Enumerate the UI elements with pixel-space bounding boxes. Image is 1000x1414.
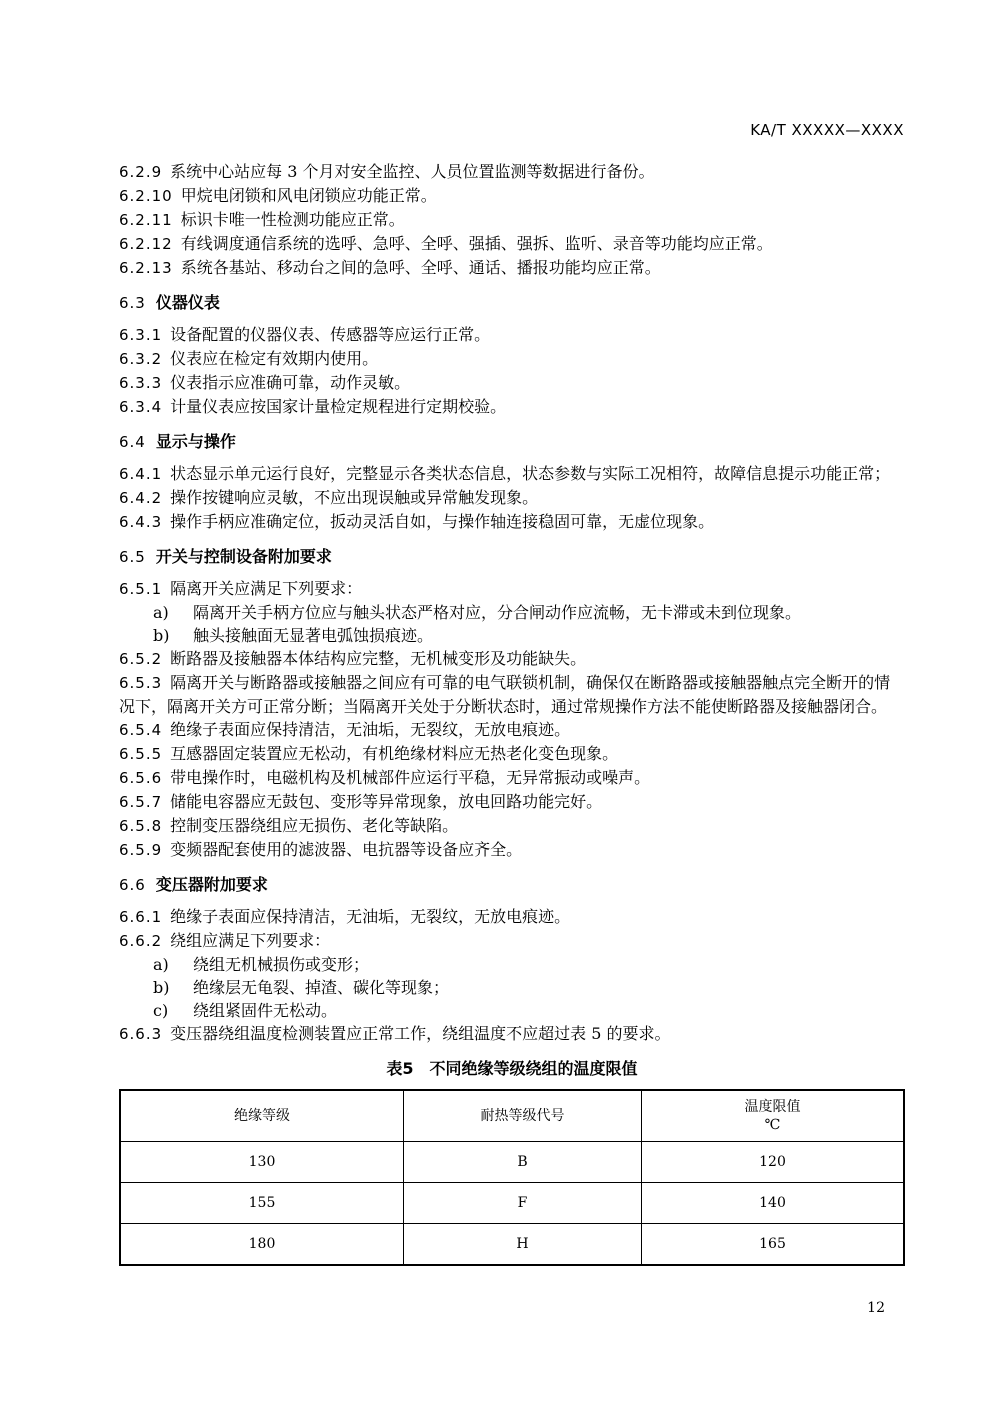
clause-text: 储能电容器应无鼓包、变形等异常现象，放电回路功能完好。 bbox=[170, 792, 603, 811]
clause-text: 甲烷电闭锁和风电闭锁应功能正常。 bbox=[180, 186, 437, 205]
clause-text: 仪表应在检定有效期内使用。 bbox=[170, 349, 379, 368]
list-text: 绕组无机械损伤或变形； bbox=[193, 955, 370, 974]
cell-code: B bbox=[404, 1142, 642, 1183]
clause-text: 标识卡唯一性检测功能应正常。 bbox=[180, 210, 405, 229]
clause-number: 6.2.12 bbox=[119, 235, 173, 253]
clause-text: 控制变压器绕组应无损伤、老化等缺陷。 bbox=[170, 816, 459, 835]
section-number: 6.5 bbox=[119, 548, 146, 566]
table-row bbox=[120, 1183, 904, 1224]
clause-number: 6.2.13 bbox=[119, 259, 173, 277]
section-number: 6.4 bbox=[119, 433, 146, 451]
clause-text: 绝缘子表面应保持清洁，无油垢，无裂纹，无放电痕迹。 bbox=[170, 720, 571, 739]
list-letter: a) bbox=[153, 955, 169, 974]
cell-code: H bbox=[404, 1224, 642, 1266]
clause-text: 有线调度通信系统的选呼、急呼、全呼、强插、强拆、监听、录音等功能均应正常。 bbox=[180, 234, 773, 253]
clause-6-6-2 bbox=[119, 929, 905, 953]
document-body bbox=[119, 160, 905, 1266]
clause-6-2-13 bbox=[119, 256, 905, 280]
temperature-limit-table bbox=[119, 1089, 905, 1266]
clause-number: 6.4.2 bbox=[119, 489, 163, 507]
clause-number: 6.5.5 bbox=[119, 745, 163, 763]
clause-text: 隔离开关应满足下列要求： bbox=[170, 579, 363, 598]
clause-number: 6.3.1 bbox=[119, 326, 163, 344]
table-row bbox=[120, 1224, 904, 1266]
clause-text: 状态显示单元运行良好，完整显示各类状态信息，状态参数与实际工况相符，故障信息提示功能正常； bbox=[170, 464, 891, 483]
clause-6-2-12 bbox=[119, 232, 905, 256]
clause-6-5-6 bbox=[119, 766, 905, 790]
header-heat-class-code: 耐热等级代号 bbox=[404, 1090, 642, 1142]
clause-text: 断路器及接触器本体结构应完整，无机械变形及功能缺失。 bbox=[170, 649, 587, 668]
clause-number: 6.6.3 bbox=[119, 1025, 163, 1043]
list-item-6-6-2-c bbox=[119, 999, 905, 1022]
section-heading-6-5 bbox=[119, 545, 905, 569]
header-insulation-class: 绝缘等级 bbox=[120, 1090, 404, 1142]
clause-text: 隔离开关与断路器或接触器之间应有可靠的电气联锁机制，确保仅在断路器或接触器触点完全断开的情况下，隔离开关方可正常分断；当隔离开关处于分断状态时，通过常规操作方法不能使断路器及接触器闭合。 bbox=[119, 673, 891, 716]
clause-text: 绝缘子表面应保持清洁，无油垢，无裂纹，无放电痕迹。 bbox=[170, 907, 571, 926]
section-number: 6.3 bbox=[119, 294, 146, 312]
header-temperature-limit bbox=[642, 1090, 905, 1142]
list-item-6-5-1-b bbox=[119, 624, 905, 647]
list-text: 触头接触面无显著电弧蚀损痕迹。 bbox=[193, 626, 434, 645]
clause-6-5-2 bbox=[119, 647, 905, 671]
clause-number: 6.5.9 bbox=[119, 841, 163, 859]
clause-text: 带电操作时，电磁机构及机械部件应运行平稳，无异常振动或噪声。 bbox=[170, 768, 651, 787]
header-temperature-limit-label: 温度限值 bbox=[744, 1099, 801, 1115]
clause-6-2-9 bbox=[119, 160, 905, 184]
list-item-6-6-2-b bbox=[119, 976, 905, 999]
clause-text: 操作手柄应准确定位，扳动灵活自如，与操作轴连接稳固可靠，无虚位现象。 bbox=[170, 512, 715, 531]
clause-6-4-3 bbox=[119, 510, 905, 534]
section-title: 开关与控制设备附加要求 bbox=[155, 547, 332, 566]
table-header-row bbox=[120, 1090, 904, 1142]
clause-number: 6.5.1 bbox=[119, 580, 163, 598]
clause-6-5-1 bbox=[119, 577, 905, 601]
clause-text: 设备配置的仪器仪表、传感器等应运行正常。 bbox=[170, 325, 491, 344]
section-heading-6-6 bbox=[119, 873, 905, 897]
clause-6-5-4 bbox=[119, 718, 905, 742]
clause-6-5-5 bbox=[119, 742, 905, 766]
cell-limit: 140 bbox=[642, 1183, 905, 1224]
list-text: 绕组紧固件无松动。 bbox=[193, 1001, 338, 1020]
clause-6-5-9 bbox=[119, 838, 905, 862]
header-temperature-unit: ℃ bbox=[764, 1117, 781, 1133]
list-item-6-6-2-a bbox=[119, 953, 905, 976]
clause-text: 仪表指示应准确可靠，动作灵敏。 bbox=[170, 373, 411, 392]
clause-text: 绕组应满足下列要求： bbox=[170, 931, 331, 950]
table-title: 表5 不同绝缘等级绕组的温度限值 bbox=[386, 1059, 638, 1078]
clause-6-3-4 bbox=[119, 395, 905, 419]
clause-number: 6.2.11 bbox=[119, 211, 173, 229]
clause-6-3-2 bbox=[119, 347, 905, 371]
clause-6-6-1 bbox=[119, 905, 905, 929]
clause-6-5-7 bbox=[119, 790, 905, 814]
list-text: 隔离开关手柄方位应与触头状态严格对应，分合闸动作应流畅，无卡滞或未到位现象。 bbox=[193, 603, 802, 622]
clause-number: 6.5.6 bbox=[119, 769, 163, 787]
clause-text: 变频器配套使用的滤波器、电抗器等设备应齐全。 bbox=[170, 840, 523, 859]
list-letter: c) bbox=[153, 1001, 169, 1020]
clause-number: 6.5.8 bbox=[119, 817, 163, 835]
clause-number: 6.5.2 bbox=[119, 650, 163, 668]
clause-number: 6.6.1 bbox=[119, 908, 163, 926]
clause-number: 6.4.3 bbox=[119, 513, 163, 531]
document-code: KA/T XXXXX—XXXX bbox=[750, 121, 904, 139]
clause-6-4-2 bbox=[119, 486, 905, 510]
clause-6-3-3 bbox=[119, 371, 905, 395]
list-letter: b) bbox=[153, 978, 170, 997]
clause-number: 6.4.1 bbox=[119, 465, 163, 483]
section-title: 显示与操作 bbox=[155, 432, 236, 451]
clause-number: 6.2.9 bbox=[119, 163, 163, 181]
section-title: 变压器附加要求 bbox=[155, 875, 268, 894]
cell-code: F bbox=[404, 1183, 642, 1224]
clause-number: 6.2.10 bbox=[119, 187, 173, 205]
clause-6-4-1 bbox=[119, 462, 905, 486]
cell-limit: 165 bbox=[642, 1224, 905, 1266]
clause-6-2-11 bbox=[119, 208, 905, 232]
clause-number: 6.3.3 bbox=[119, 374, 163, 392]
list-text: 绝缘层无龟裂、掉渣、碳化等现象； bbox=[193, 978, 450, 997]
clause-number: 6.5.4 bbox=[119, 721, 163, 739]
clause-text: 系统各基站、移动台之间的急呼、全呼、通话、播报功能均应正常。 bbox=[180, 258, 661, 277]
clause-number: 6.3.2 bbox=[119, 350, 163, 368]
list-letter: b) bbox=[153, 626, 170, 645]
cell-limit: 120 bbox=[642, 1142, 905, 1183]
clause-text: 系统中心站应每 3 个月对安全监控、人员位置监测等数据进行备份。 bbox=[170, 162, 655, 181]
clause-6-5-8 bbox=[119, 814, 905, 838]
clause-6-5-3 bbox=[119, 671, 905, 718]
list-item-6-5-1-a bbox=[119, 601, 905, 624]
page-number: 12 bbox=[867, 1300, 885, 1316]
section-heading-6-4 bbox=[119, 430, 905, 454]
clause-text: 变压器绕组温度检测装置应正常工作，绕组温度不应超过表 5 的要求。 bbox=[170, 1024, 671, 1043]
clause-6-6-3 bbox=[119, 1022, 905, 1046]
section-heading-6-3 bbox=[119, 291, 905, 315]
section-title: 仪器仪表 bbox=[155, 293, 220, 312]
clause-6-2-10 bbox=[119, 184, 905, 208]
clause-6-3-1 bbox=[119, 323, 905, 347]
clause-text: 计量仪表应按国家计量检定规程进行定期校验。 bbox=[170, 397, 507, 416]
table-row bbox=[120, 1142, 904, 1183]
clause-number: 6.5.7 bbox=[119, 793, 163, 811]
cell-insulation: 180 bbox=[120, 1224, 404, 1266]
cell-insulation: 130 bbox=[120, 1142, 404, 1183]
clause-text: 操作按键响应灵敏，不应出现误触或异常触发现象。 bbox=[170, 488, 539, 507]
clause-text: 互感器固定装置应无松动，有机绝缘材料应无热老化变色现象。 bbox=[170, 744, 619, 763]
clause-number: 6.6.2 bbox=[119, 932, 163, 950]
section-number: 6.6 bbox=[119, 876, 146, 894]
clause-number: 6.5.3 bbox=[119, 674, 163, 692]
cell-insulation: 155 bbox=[120, 1183, 404, 1224]
list-letter: a) bbox=[153, 603, 169, 622]
clause-number: 6.3.4 bbox=[119, 398, 163, 416]
